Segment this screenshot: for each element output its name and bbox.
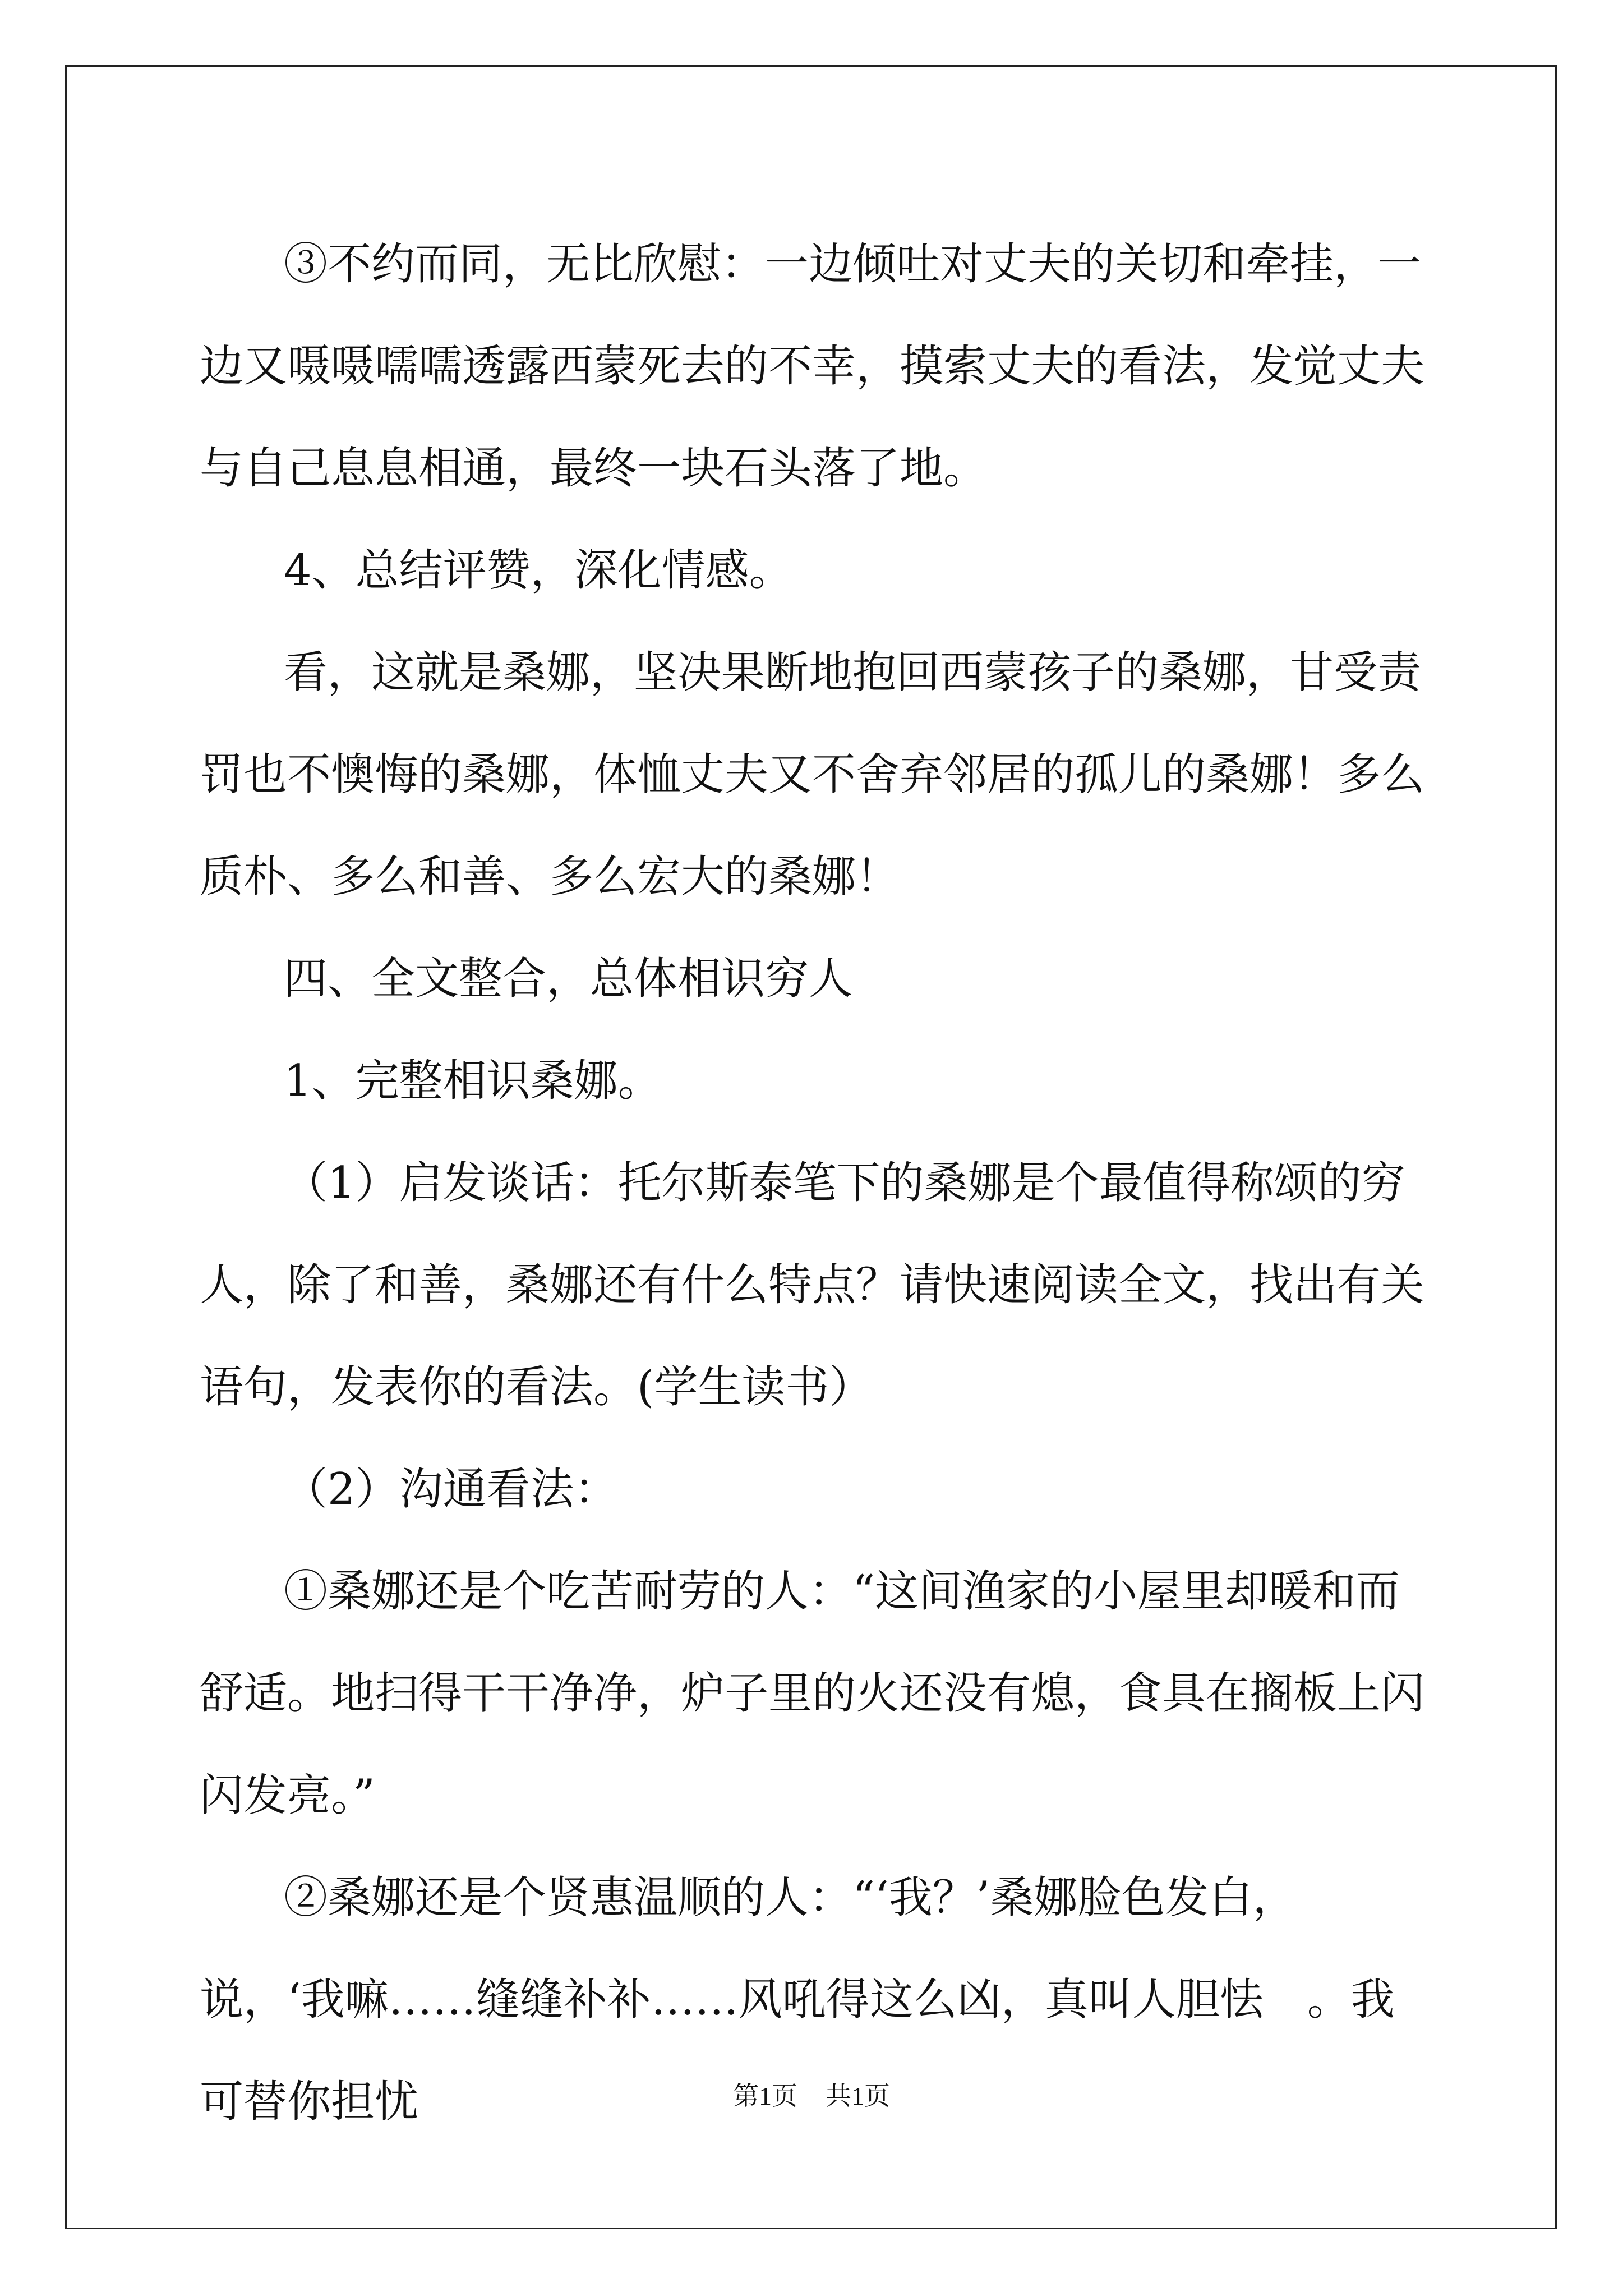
- paragraph-4: 四、全文整合，总体相识穷人: [284, 954, 853, 1004]
- paragraph-1: ③不约而同，无比欣慰：一边倾吐对丈夫的关切和牵挂，一边又嗫嗫嚅嚅透露西蒙死去的不幸，摸索丈夫的看法，发觉丈夫与自己息息相通，最终一块石头落了地。: [200, 239, 1425, 494]
- page-number: 第1页: [733, 2082, 797, 2110]
- paragraph-5: 1、完整相识桑娜。: [284, 1056, 662, 1106]
- paragraph-6: （1）启发谈话：托尔斯泰笔下的桑娜是个最值得称颂的穷人，除了和善，桑娜还有什么特点？请快速阅读全文，找出有关语句，发表你的看法。(学生读书）: [200, 1158, 1425, 1412]
- page-footer: [0, 2076, 1623, 2113]
- paragraph-9: ②桑娜还是个贤惠温顺的人：“‘我？’桑娜脸色发白，说，‘我嘛……缝缝补补……风吼得这么凶，真叫人胆怯 。我可替你担忧: [200, 1872, 1395, 2127]
- paragraph-7: （2）沟通看法：: [284, 1464, 618, 1515]
- paragraph-2: 4、总结评赞，深化情感。: [284, 545, 793, 596]
- paragraph-3: 看，这就是桑娜，坚决果断地抱回西蒙孩子的桑娜，甘受责罚也不懊悔的桑娜，体恤丈夫又不舍弃邻居的孤儿的桑娜！多么质朴、多么和善、多么宏大的桑娜！: [200, 647, 1425, 902]
- document-body: [200, 213, 1433, 2153]
- page-total: 共1页: [826, 2082, 890, 2110]
- paragraph-8: ①桑娜还是个吃苦耐劳的人：“这间渔家的小屋里却暖和而舒适。地扫得干干净净，炉子里的火还没有熄，食具在搁板上闪闪发亮。”: [200, 1566, 1425, 1821]
